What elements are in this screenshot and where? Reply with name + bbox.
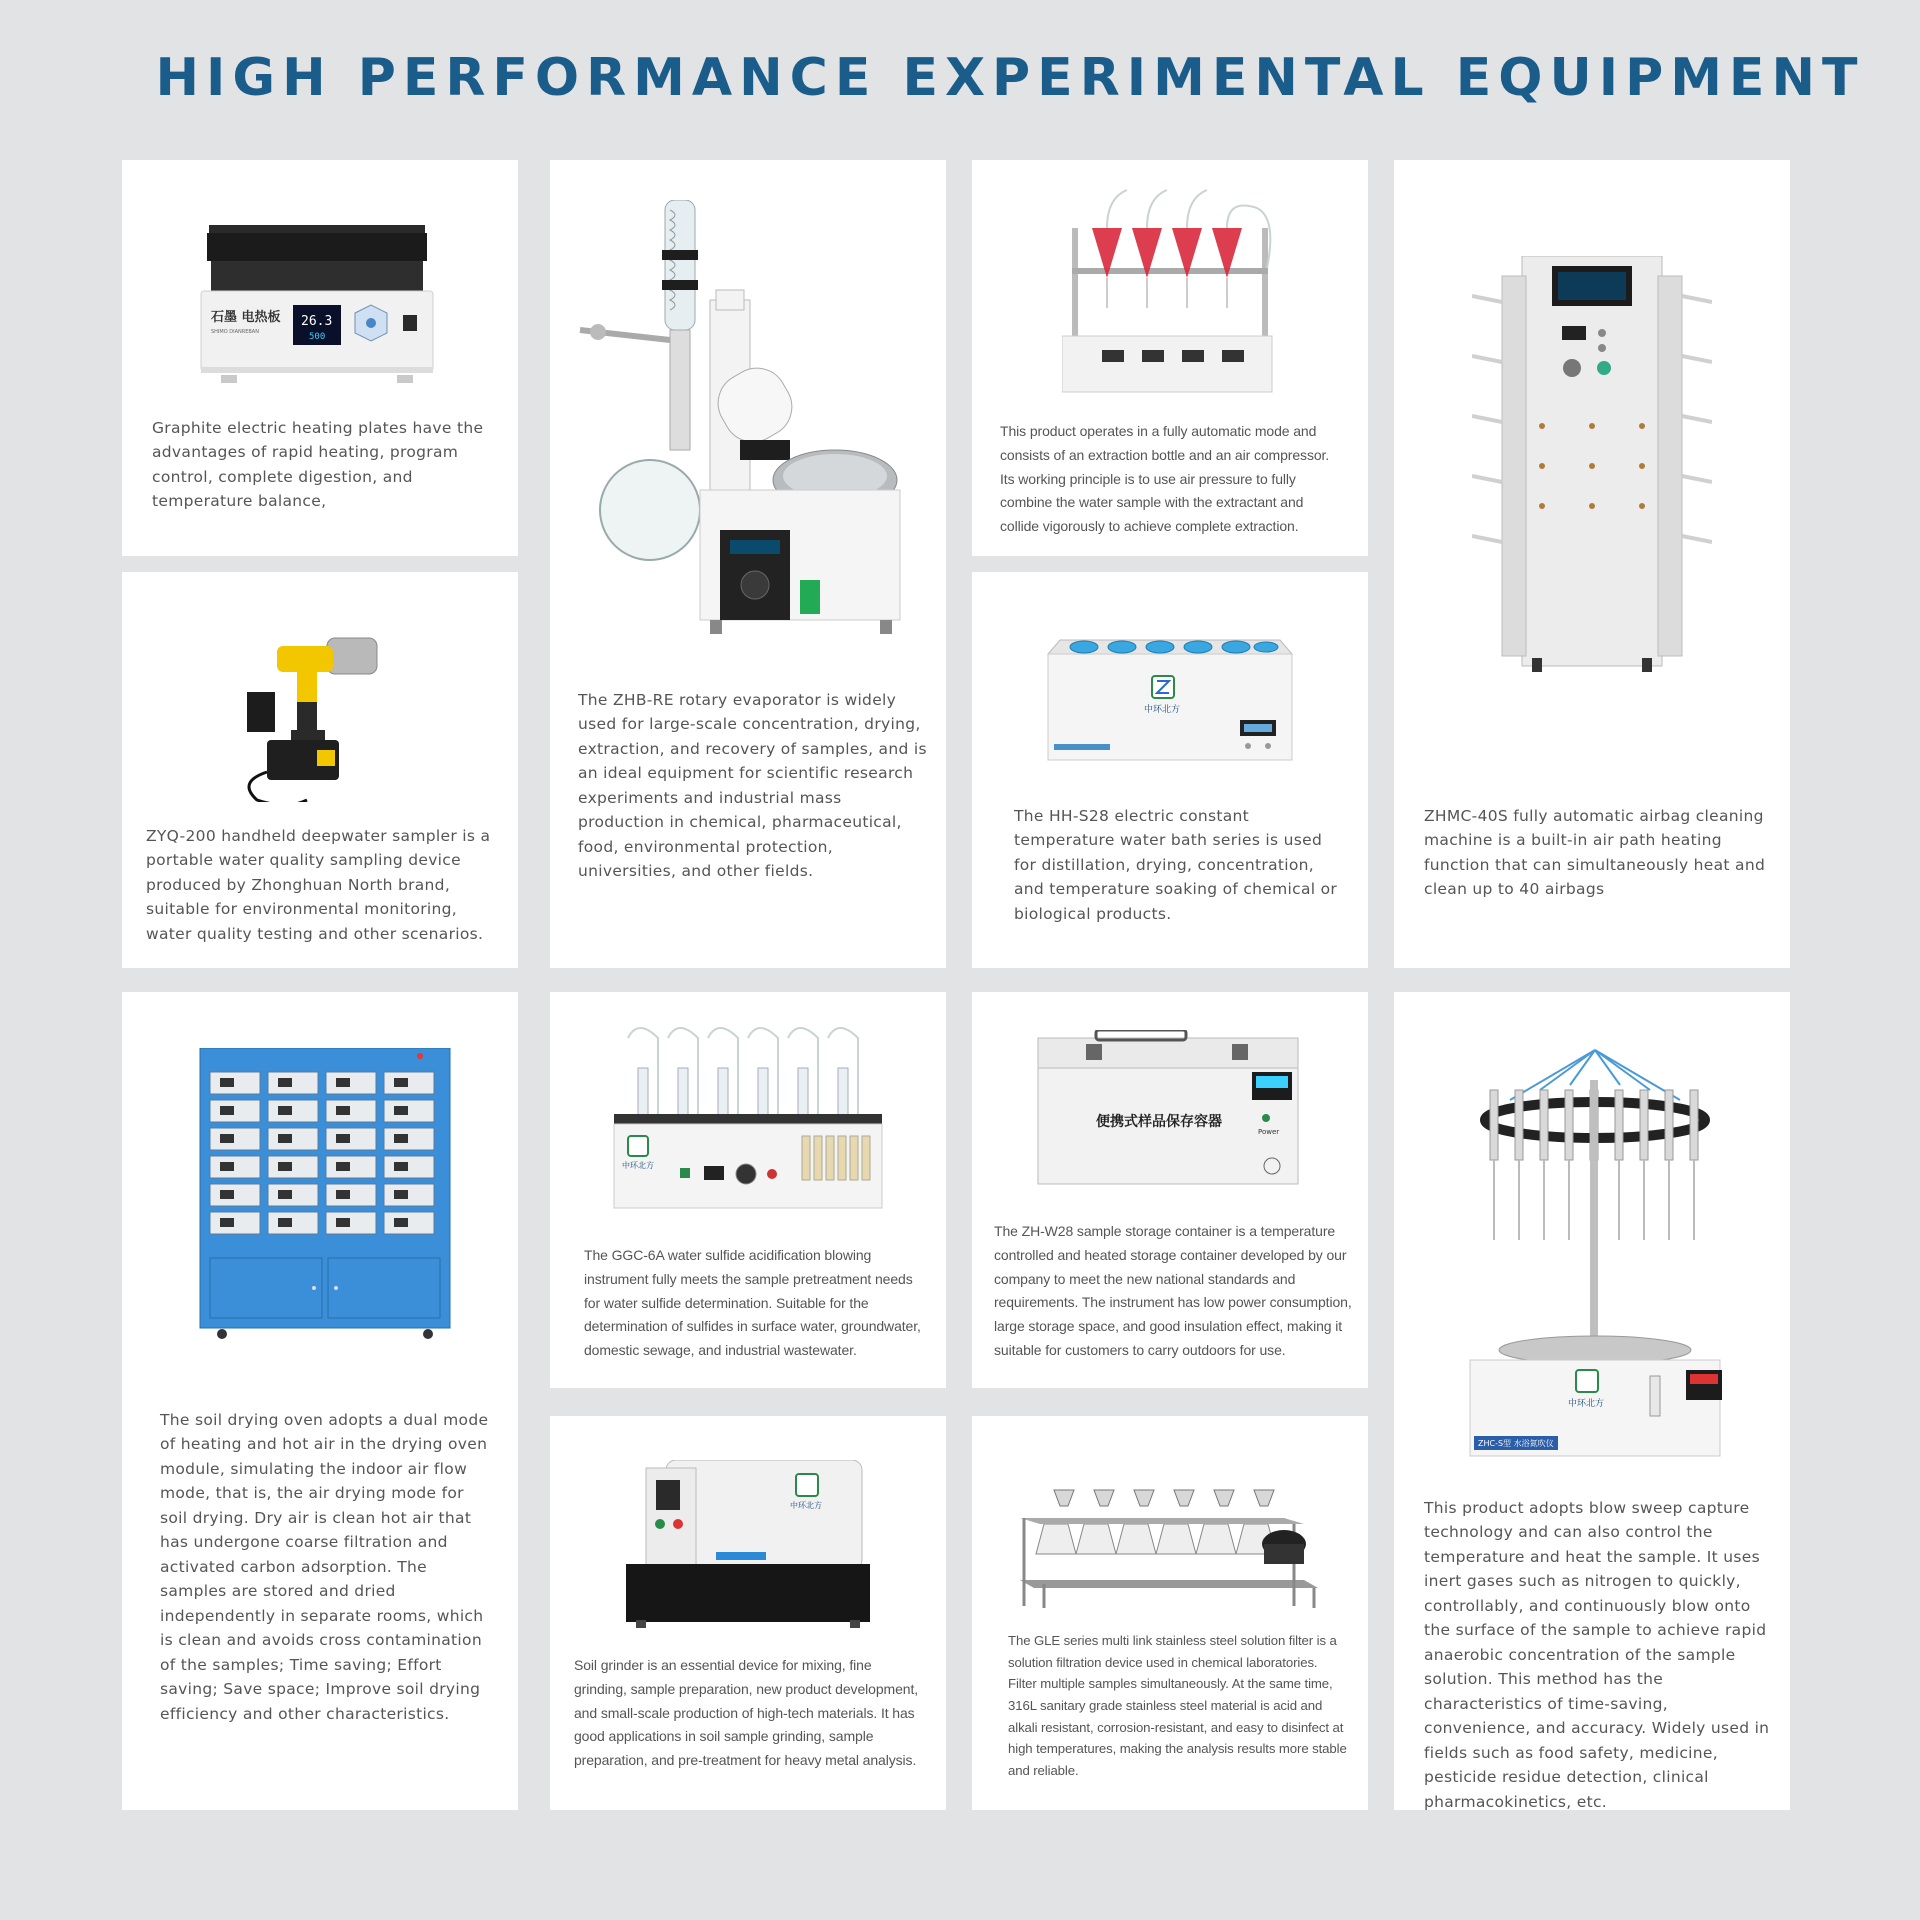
- heating-plate-brand-label: 石墨 电热板: [211, 310, 281, 325]
- deepwater-sampler-image: [227, 632, 417, 802]
- product-card-storage-container[interactable]: [972, 992, 1368, 1388]
- page-title: HIGH PERFORMANCE EXPERIMENTAL EQUIPMENT: [155, 48, 1865, 108]
- water-bath-brand: 中环北方: [1144, 705, 1181, 715]
- soil-oven-image: [198, 1048, 452, 1340]
- water-bath-description: The HH-S28 electric constant temperature water bath series is used for distillation, drying, concentration, and temperature soaking of chemical or biological products.: [1014, 807, 1338, 923]
- product-card-heating-plate[interactable]: [122, 160, 518, 556]
- extraction-unit-image: [1062, 188, 1282, 398]
- heating-plate-sub-label: SHIMO DIANREBAN: [211, 329, 259, 335]
- heating-plate-image: [197, 225, 437, 385]
- product-card-rotary-evaporator[interactable]: [550, 160, 946, 968]
- soil-grinder-brand: 中环北方: [790, 1501, 822, 1510]
- product-card-airbag-cleaner[interactable]: [1394, 160, 1790, 968]
- product-card-sulfide-blower[interactable]: [550, 992, 946, 1388]
- soil-grinder-description: Soil grinder is an essential device for mixing, fine grinding, sample preparation, new product development, and small-scale production of high-tech materials. It has good applications in soil sample grinding, sample preparation, and pre-treatment for heavy metal analysis.: [574, 1657, 919, 1769]
- nitrogen-blower-description: This product adopts blow sweep capture technology and can also control the temperature and heat the sample. It uses inert gases such as nitrogen to quickly, controllably, and continuously blow onto the surface of the sample to achieve rapid anaerobic concentration of the sample solution. This method has the characteristics of time-saving, convenience, and accuracy. Widely used in fields such as food safety, medicine, pesticide residue detection, clinical pharmacokinetics, etc.: [1424, 1499, 1770, 1811]
- product-card-solution-filter[interactable]: [972, 1416, 1368, 1810]
- airbag-cleaner-description: ZHMC-40S fully automatic airbag cleaning machine is a built-in air path heating function that can simultaneously heat and clean up to 40 airbags: [1424, 807, 1766, 899]
- rotary-evaporator-description: The ZHB-RE rotary evaporator is widely used for large-scale concentration, drying, extraction, and recovery of samples, and is an ideal equipment for scientific research experiments and industrial mass production in chemical, pharmaceutical, food, environmental protection, universities, and other fields.: [578, 691, 927, 881]
- rotary-evaporator-image: [570, 200, 930, 640]
- nitrogen-blower-image: [1450, 1040, 1740, 1460]
- storage-container-image: [1036, 1030, 1300, 1190]
- sulfide-blower-brand: 中环北方: [622, 1161, 654, 1170]
- product-card-soil-grinder[interactable]: [550, 1416, 946, 1810]
- water-bath-image: [1040, 636, 1300, 766]
- heating-plate-description: Graphite electric heating plates have the advantages of rapid heating, program control, complete digestion, and temperature balance,: [152, 419, 484, 511]
- nitrogen-blower-brand: 中环北方: [1568, 1399, 1605, 1409]
- airbag-cleaner-image: [1472, 256, 1712, 676]
- storage-container-description: The ZH-W28 sample storage container is a temperature controlled and heated storage container developed by our company to meet the new national standards and requirements. The instrument has low power consumption, large storage space, and good insulation effect, making it suitable for customers to carry outdoors for use.: [994, 1223, 1352, 1358]
- soil-grinder-image: [626, 1460, 870, 1628]
- product-card-nitrogen-blower[interactable]: [1394, 992, 1790, 1810]
- soil-oven-description: The soil drying oven adopts a dual mode of heating and hot air in the drying oven module, simulating the indoor air flow mode, that is, the air drying mode for soil drying. Dry air is clean hot air that has undergone coarse filtration and activated carbon adsorption. The samples are stored and dried independently in separate rooms, which is clean and avoids cross contamination of the samples; Time saving; Effort saving; Save space; Improve soil drying efficiency and other characteristics.: [160, 1411, 489, 1723]
- solution-filter-description: The GLE series multi link stainless steel solution filter is a solution filtration device used in chemical laboratories. Filter multiple samples simultaneously. At the same time, 316L sanitary grade stainless steel material is acid and alkali resistant, corrosion-resistant, and easy to disinfect at high temperatures, making the analysis results more stable and reliable.: [1008, 1633, 1347, 1778]
- product-card-extraction-unit[interactable]: [972, 160, 1368, 556]
- heating-plate-display-top: 26.3: [301, 314, 333, 329]
- product-card-deepwater-sampler[interactable]: [122, 572, 518, 968]
- nitrogen-blower-model-tag: ZHC-S型 水浴氮吹仪: [1478, 1439, 1554, 1448]
- solution-filter-image: [1014, 1484, 1324, 1612]
- extraction-unit-description: This product operates in a fully automatic mode and consists of an extraction bottle and an air compressor. Its working principle is to use air pressure to fully combine the water sample with the extractant and collide vigorously to achieve complete extraction.: [1000, 423, 1330, 535]
- product-card-water-bath[interactable]: [972, 572, 1368, 968]
- heating-plate-display-bottom: 500: [309, 332, 326, 342]
- sulfide-blower-image: [608, 1018, 888, 1214]
- product-card-soil-oven[interactable]: [122, 992, 518, 1810]
- sulfide-blower-description: The GGC-6A water sulfide acidification blowing instrument fully meets the sample pretreatment needs for water sulfide determination. Suitable for the determination of sulfides in surface water, groundwater, domestic sewage, and industrial wastewater.: [584, 1247, 921, 1359]
- storage-container-label: 便携式样品保存容器: [1096, 1114, 1222, 1130]
- storage-container-power-label: Power: [1258, 1128, 1280, 1136]
- deepwater-sampler-description: ZYQ-200 handheld deepwater sampler is a portable water quality sampling device produced by Zhonghuan North brand, suitable for environmental monitoring, water quality testing and other scenarios.: [146, 827, 491, 943]
